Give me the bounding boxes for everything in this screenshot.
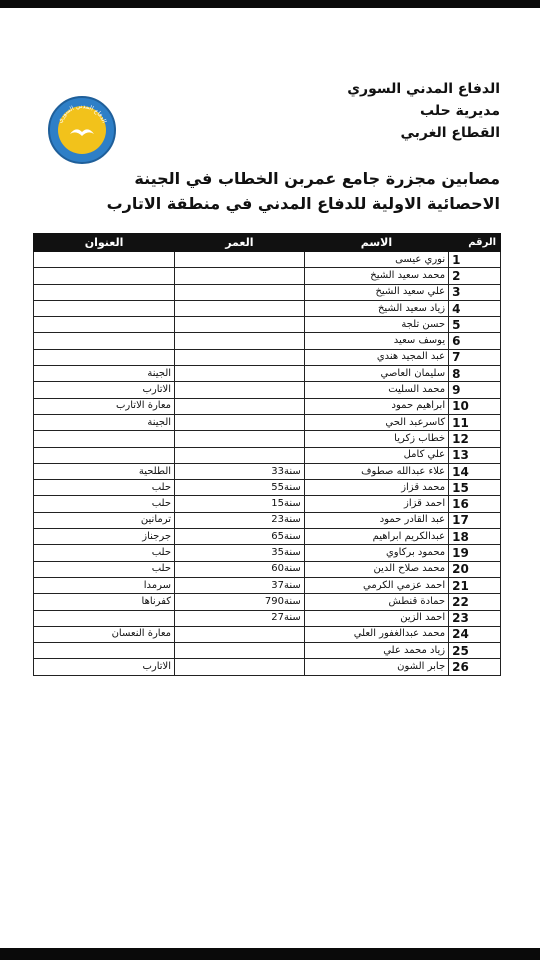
row-number: 23 [449,610,501,626]
table-row [34,594,501,610]
row-address: حلب [34,545,175,561]
row-address: سرمدا [34,577,175,593]
row-address: الاتارب [34,659,175,675]
row-address: ترمانين [34,512,175,528]
casualties-table [33,233,501,676]
row-number: 16 [449,496,501,512]
table-row [34,252,501,268]
document-title [40,166,500,216]
header-name: الاسم [304,234,448,252]
row-address [34,317,175,333]
row-age: 37سنة [175,577,305,593]
row-address: حلب [34,496,175,512]
table-row [34,300,501,316]
header-age: العمر [175,234,305,252]
row-address [34,610,175,626]
title-line-1: مصابين مجزرة جامع عمربن الخطاب في الجينة [134,169,500,188]
directorate-name: مديرية حلب [420,103,500,119]
row-address [34,300,175,316]
row-age [175,349,305,365]
row-number: 13 [449,447,501,463]
row-name: محمد سعيد الشيخ [304,268,448,284]
row-number: 20 [449,561,501,577]
header-address: العنوان [34,234,175,252]
row-number: 25 [449,643,501,659]
row-age: 27سنة [175,610,305,626]
table-row [34,463,501,479]
row-age: 35سنة [175,545,305,561]
row-address: حلب [34,480,175,496]
row-number: 21 [449,577,501,593]
table-row [34,284,501,300]
row-name: ابراهيم حمود [304,398,448,414]
row-address [34,431,175,447]
row-number: 24 [449,626,501,642]
header-number: الرقم [449,234,501,252]
table-row [34,480,501,496]
table-row [34,382,501,398]
row-age: 790سنة [175,594,305,610]
row-age: 55سنة [175,480,305,496]
row-age [175,268,305,284]
row-address [34,349,175,365]
row-age: 65سنة [175,529,305,545]
row-age [175,447,305,463]
row-address [34,268,175,284]
row-number: 3 [449,284,501,300]
title-line-2: الاحصائية الاولية للدفاع المدني في منطقة الاتارب [106,194,500,213]
row-name: زياد سعيد الشيخ [304,300,448,316]
row-number: 17 [449,512,501,528]
row-number: 19 [449,545,501,561]
row-address: الجينة [34,366,175,382]
row-age [175,431,305,447]
row-address: جرجناز [34,529,175,545]
row-address [34,284,175,300]
row-name: عبد المجيد هندي [304,349,448,365]
row-name: زياد محمد علي [304,643,448,659]
row-address: الاتارب [34,382,175,398]
document-page [0,8,540,948]
row-number: 15 [449,480,501,496]
row-age [175,659,305,675]
row-name: علاء عبدالله صطوف [304,463,448,479]
row-address [34,252,175,268]
row-age: 33سنة [175,463,305,479]
row-name: محمد عبدالغفور العلي [304,626,448,642]
row-name: جابر الشون [304,659,448,675]
row-name: احمد عزمي الكرمي [304,577,448,593]
table-row [34,610,501,626]
table-row [34,496,501,512]
row-number: 10 [449,398,501,414]
row-name: عبدالكريم ابراهيم [304,529,448,545]
civil-defense-logo [48,96,116,164]
table-row [34,626,501,642]
table-row [34,333,501,349]
table-row [34,643,501,659]
row-number: 7 [449,349,501,365]
row-age: 60سنة [175,561,305,577]
table-row [34,414,501,430]
table-row [34,447,501,463]
table-header-row [34,234,501,252]
row-number: 1 [449,252,501,268]
table-row [34,512,501,528]
row-name: حمادة قنطش [304,594,448,610]
row-address: الطلحية [34,463,175,479]
row-age [175,366,305,382]
row-number: 18 [449,529,501,545]
row-age [175,626,305,642]
row-name: عبد القادر حمود [304,512,448,528]
sector-name: القطاع الغربي [400,125,500,141]
row-number: 6 [449,333,501,349]
table-row [34,659,501,675]
row-number: 8 [449,366,501,382]
table-row [34,431,501,447]
organization-header [280,78,500,144]
row-age: 15سنة [175,496,305,512]
table-row [34,529,501,545]
table-row [34,545,501,561]
table-row [34,317,501,333]
row-age [175,300,305,316]
row-number: 11 [449,414,501,430]
row-number: 4 [449,300,501,316]
table-row [34,561,501,577]
row-age [175,284,305,300]
row-age: 23سنة [175,512,305,528]
row-address [34,333,175,349]
row-number: 9 [449,382,501,398]
row-name: محمد صلاح الدين [304,561,448,577]
row-address: الجينة [34,414,175,430]
table-row [34,268,501,284]
row-age [175,252,305,268]
row-name: محمد السليت [304,382,448,398]
row-age [175,398,305,414]
row-number: 2 [449,268,501,284]
row-address: حلب [34,561,175,577]
row-number: 22 [449,594,501,610]
table-row [34,577,501,593]
row-address [34,447,175,463]
row-number: 14 [449,463,501,479]
svg-text:الدفاع المدني السوري: الدفاع المدني السوري [56,102,108,125]
row-number: 26 [449,659,501,675]
row-name: نوري عيسى [304,252,448,268]
row-name: احمد قزاز [304,496,448,512]
org-name: الدفاع المدني السوري [347,81,500,97]
row-age [175,414,305,430]
row-number: 5 [449,317,501,333]
row-name: علي كامل [304,447,448,463]
row-name: يوسف سعيد [304,333,448,349]
row-age [175,317,305,333]
row-name: محمد قزاز [304,480,448,496]
row-name: احمد الزين [304,610,448,626]
row-name: علي سعيد الشيخ [304,284,448,300]
row-name: سليمان العاصي [304,366,448,382]
row-address: معارة الاتارب [34,398,175,414]
row-name: كاسرعبد الحي [304,414,448,430]
row-number: 12 [449,431,501,447]
table-row [34,349,501,365]
row-age [175,643,305,659]
logo-ring-text [52,100,112,160]
row-age [175,333,305,349]
row-address: معارة النعسان [34,626,175,642]
row-name: خطاب زكريا [304,431,448,447]
row-age [175,382,305,398]
table-row [34,366,501,382]
table-row [34,398,501,414]
row-name: محمود بركاوي [304,545,448,561]
row-name: حسن تلجة [304,317,448,333]
row-address [34,643,175,659]
row-address: كفرناها [34,594,175,610]
